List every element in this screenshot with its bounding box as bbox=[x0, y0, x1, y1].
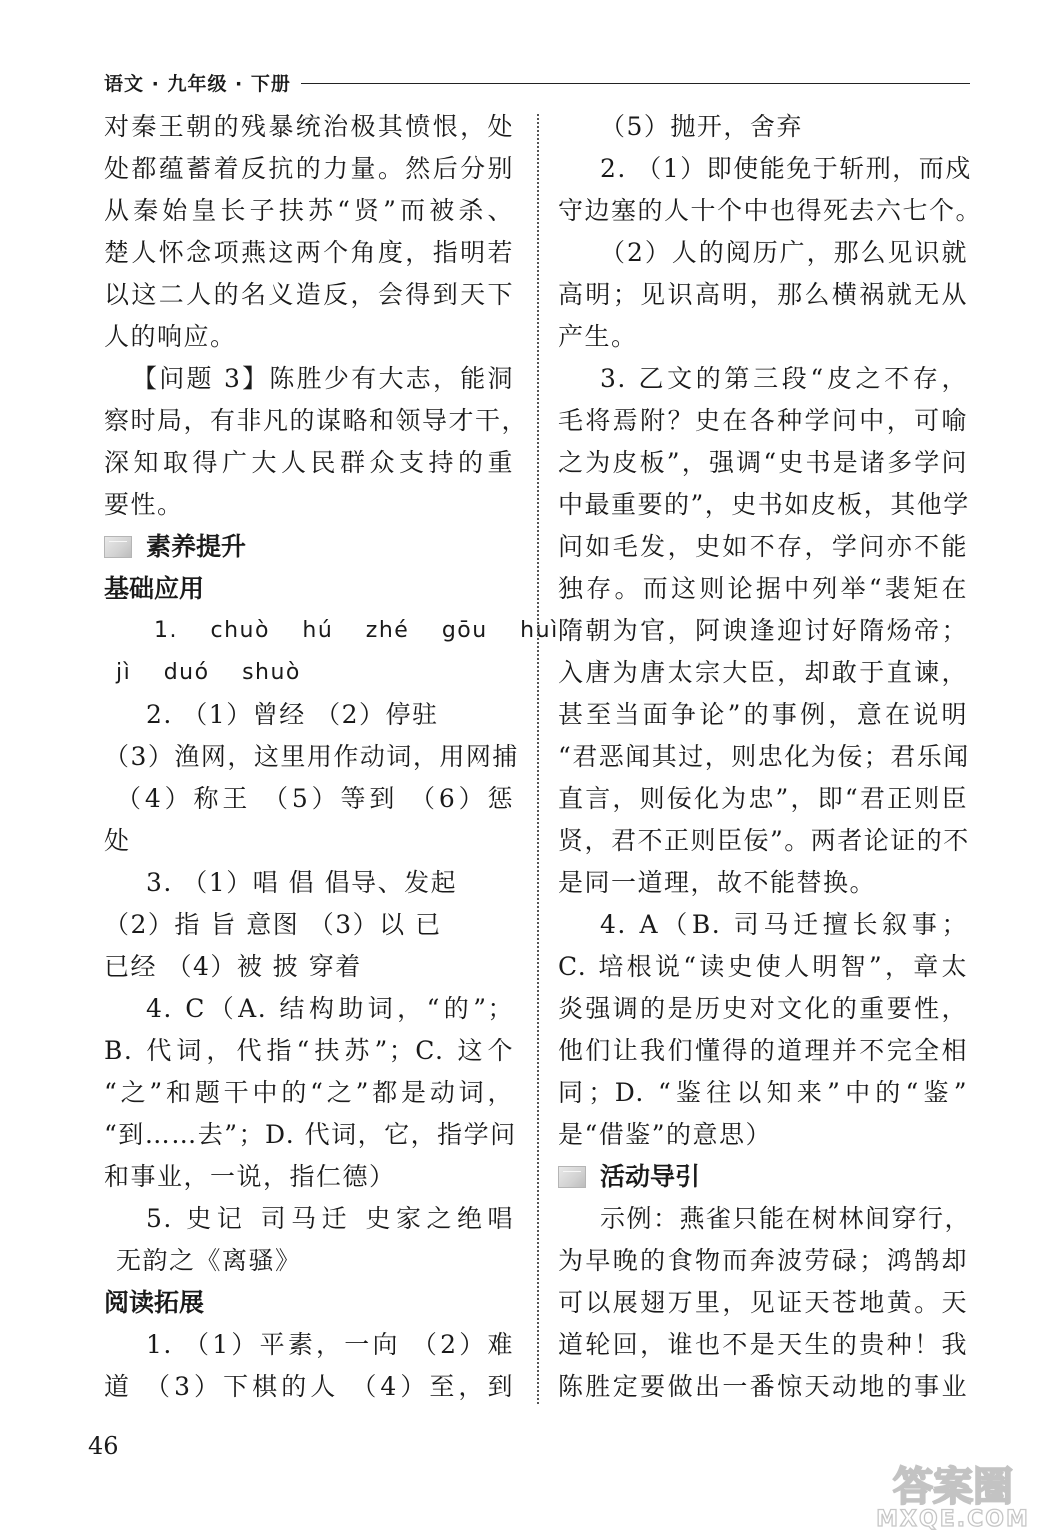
watermark-logo bbox=[858, 1458, 1048, 1532]
text-line: 察时局，有非凡的谋略和领导才干， bbox=[104, 406, 529, 435]
answer-line: （5）抛开，舍弃 bbox=[600, 112, 803, 141]
answer-line: “之”和题干中的“之”都是动词， bbox=[104, 1078, 514, 1107]
answer-line: 道轮回，谁也不是天生的贵种！我 bbox=[558, 1330, 968, 1359]
answer-line: 陈胜定要做出一番惊天动地的事业 bbox=[558, 1372, 968, 1401]
answer-line: 5. 史记 司马迁 史家之绝唱 bbox=[146, 1204, 514, 1233]
answer-line: 2. （1）即使能免于斩刑，而戍 bbox=[600, 154, 972, 183]
answer-line: 3. 乙文的第三段“皮之不存， bbox=[600, 364, 968, 393]
answer-line: 4. A（B. 司马迁擅长叙事； bbox=[600, 910, 968, 939]
right-column bbox=[558, 106, 983, 1416]
section-heading-huodong bbox=[558, 1156, 968, 1198]
text-line: 楚人怀念项燕这两个角度，指明若 bbox=[104, 238, 514, 267]
answer-line: 直言，则佞化为忠”，即“君正则臣 bbox=[558, 784, 968, 813]
answer-line: 守边塞的人十个中也得死去六七个。 bbox=[558, 196, 983, 225]
answer-line: 和事业，一说，指仁德） bbox=[104, 1162, 396, 1191]
answer-line: C. 培根说“读史使人明智”，章太 bbox=[558, 952, 968, 981]
answer-line: 2. （1）曾经 （2）停驻 bbox=[146, 700, 439, 729]
answer-line: 无韵之《离骚》 bbox=[116, 1246, 302, 1275]
header-title: 语文 · 九年级 · 下册 bbox=[104, 72, 291, 95]
answer-line: 同；D. “鉴往以知来”中的“鉴” bbox=[558, 1078, 968, 1107]
answer-line: 已经 （4）被 披 穿着 bbox=[104, 952, 362, 981]
answer-line: 3. （1）唱 倡 倡导、发起 bbox=[146, 868, 458, 897]
question-3-line: 【问题 3】陈胜少有大志，能洞 bbox=[132, 364, 514, 393]
answer-line: 可以展翅万里，见证天苍地黄。天 bbox=[558, 1288, 968, 1317]
watermark-text-bottom: MXQE.COM bbox=[876, 1507, 1030, 1532]
section-heading-suyang bbox=[104, 526, 514, 568]
answer-line: （2）人的阅历广，那么见识就 bbox=[600, 238, 968, 267]
answer-line: 炎强调的是历史对文化的重要性， bbox=[558, 994, 968, 1023]
text-line: 人的响应。 bbox=[104, 322, 237, 351]
answer-line: 问如毛发，史如不存，学问亦不能 bbox=[558, 532, 968, 561]
answer-line: 处 bbox=[104, 826, 131, 855]
answer-line: 他们让我们懂得的道理并不完全相 bbox=[558, 1036, 968, 1065]
pinyin-line: 1. chuò hú zhé gōu huì bbox=[154, 618, 559, 643]
answer-line: （4）称王 （5）等到 （6）惩 bbox=[116, 784, 514, 813]
answer-line: 为早晚的食物而奔波劳碌；鸿鹄却 bbox=[558, 1246, 968, 1275]
answer-line: 产生。 bbox=[558, 322, 638, 351]
text-line: 从秦始皇长子扶苏“贤”而被杀、 bbox=[104, 196, 514, 225]
answer-line: 高明；见识高明，那么横祸就无从 bbox=[558, 280, 968, 309]
subheading-jichu: 基础应用 bbox=[104, 574, 205, 603]
subheading-yuedu: 阅读拓展 bbox=[104, 1288, 205, 1317]
answer-line: 独存。而这则论据中列举“裴矩在 bbox=[558, 574, 968, 603]
page-number: 46 bbox=[88, 1432, 119, 1460]
watermark-text-top: 答案圈 bbox=[893, 1464, 1013, 1510]
answer-line: “君恶闻其过，则忠化为佞；君乐闻 bbox=[558, 742, 970, 771]
text-line: 深知取得广大人民群众支持的重 bbox=[104, 448, 514, 477]
text-line: 要性。 bbox=[104, 490, 184, 519]
left-column bbox=[104, 106, 559, 1416]
pinyin-line: jì duó shuò bbox=[116, 660, 301, 685]
answer-line: 毛将焉附？史在各种学问中，可喻 bbox=[558, 406, 968, 435]
answer-line: 示例：燕雀只能在树林间穿行， bbox=[600, 1204, 972, 1233]
text-line: 以这二人的名义造反，会得到天下 bbox=[104, 280, 514, 309]
answer-line: 贤，君不正则臣佞”。两者论证的不 bbox=[558, 826, 970, 855]
column-divider bbox=[537, 114, 539, 1404]
text-line: 处都蕴蓄着反抗的力量。然后分别 bbox=[104, 154, 514, 183]
running-header bbox=[104, 68, 970, 96]
answer-line: 入唐为唐太宗大臣，却敢于直谏， bbox=[558, 658, 968, 687]
answer-line: 中最重要的”，史书如皮板，其他学 bbox=[558, 490, 970, 519]
section-title: 活动导引 bbox=[600, 1162, 701, 1191]
answer-line: 4. C（A. 结构助词，“的”； bbox=[146, 994, 514, 1023]
header-rule bbox=[301, 83, 970, 84]
answer-line: 1. （1）平素，一向 （2）难 bbox=[146, 1330, 514, 1359]
section-book-icon bbox=[104, 536, 132, 558]
section-book-icon bbox=[558, 1166, 586, 1188]
answer-line: 是同一道理，故不能替换。 bbox=[558, 868, 877, 897]
answer-line: 是“借鉴”的意思） bbox=[558, 1120, 773, 1149]
answer-line: B. 代词，代指“扶苏”；C. 这个 bbox=[104, 1036, 514, 1065]
answer-line: “到……去”；D. 代词，它，指学问 bbox=[104, 1120, 517, 1149]
text-line: 对秦王朝的残暴统治极其愤恨，处 bbox=[104, 112, 514, 141]
answer-line: 道 （3）下棋的人 （4）至，到 bbox=[104, 1372, 514, 1401]
answer-line: 甚至当面争论”的事例，意在说明 bbox=[558, 700, 968, 729]
answer-line: （2）指 旨 意图 （3）以 已 bbox=[104, 910, 442, 939]
section-title: 素养提升 bbox=[146, 532, 247, 561]
answer-line: 之为皮板”，强调“史书是诸多学问 bbox=[558, 448, 968, 477]
answer-line: （3）渔网，这里用作动词，用网捕 bbox=[104, 742, 519, 771]
answer-line: 隋朝为官，阿谀逢迎讨好隋炀帝； bbox=[558, 616, 968, 645]
